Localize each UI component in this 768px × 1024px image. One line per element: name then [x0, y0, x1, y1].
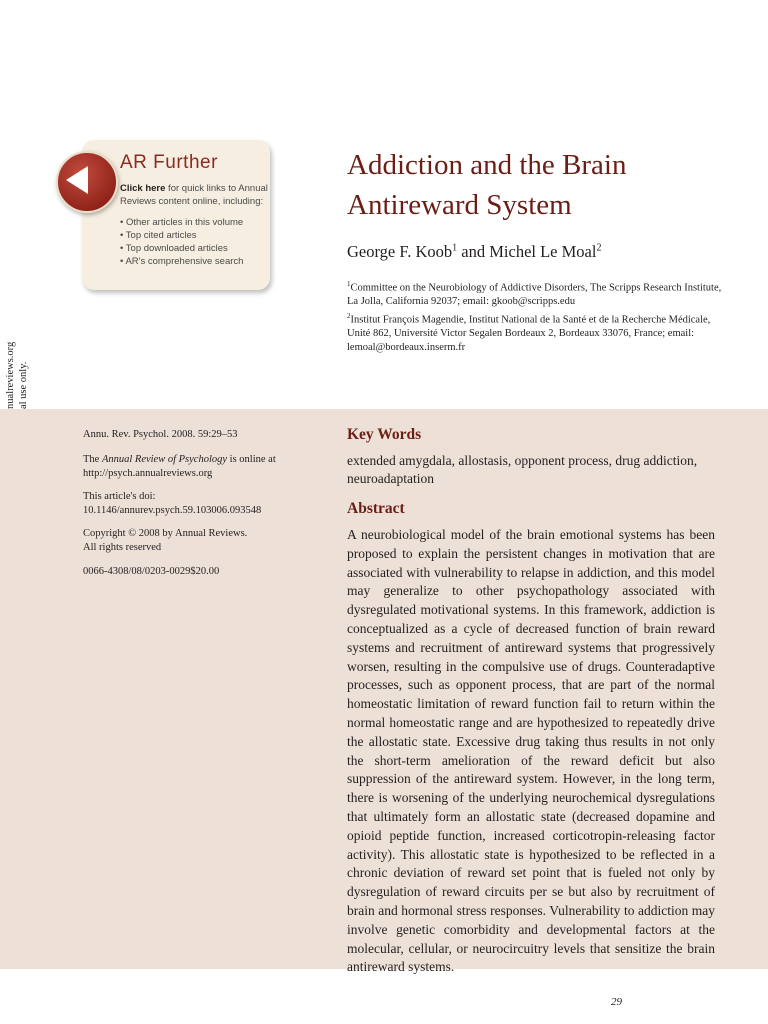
doi-label: This article's doi:	[83, 491, 156, 502]
ar-further-list	[120, 216, 270, 268]
author-koob-sup: 1	[452, 242, 458, 254]
ar-further-item-top-downloaded[interactable]: • Top downloaded articles	[120, 242, 270, 255]
author-koob: George F. Koob	[347, 242, 453, 261]
online-suffix: is online at http://psych.annualreviews.org	[83, 454, 276, 479]
affiliation-1-text: Committee on the Neurobiology of Addictive Disorders, The Scripps Research Institute, La Jolla, California 92037; email: gkoob@scripps.edu	[347, 282, 722, 307]
doi-value[interactable]: 10.1146/annurev.psych.59.103006.093548	[83, 505, 262, 516]
ar-further-item-other-articles[interactable]: • Other articles in this volume	[120, 216, 270, 229]
back-arrow-icon[interactable]	[66, 166, 88, 194]
ar-further-title: AR Further	[120, 152, 218, 173]
copyright: Copyright © 2008 by Annual Reviews.	[83, 528, 248, 539]
click-here-link[interactable]: Click here	[120, 183, 166, 194]
ar-further-item-top-cited[interactable]: • Top cited articles	[120, 229, 270, 242]
doi-block	[83, 490, 283, 518]
affiliation-1	[347, 278, 722, 309]
rights: All rights reserved	[83, 542, 162, 553]
affiliation-2-sup: 2	[347, 312, 351, 320]
keywords-heading: Key Words	[347, 426, 422, 443]
abstract-heading: Abstract	[347, 500, 405, 517]
page-number: 29	[611, 996, 622, 1008]
ar-further-description	[120, 182, 270, 208]
keywords-text: extended amygdala, allostasis, opponent process, drug addiction, neuroadaptation	[347, 453, 698, 486]
online-prefix: The	[83, 454, 102, 465]
ar-further-content	[120, 152, 270, 268]
citation: Annu. Rev. Psychol. 2008. 59:29–53	[83, 429, 238, 440]
author-separator: and	[457, 242, 490, 261]
ar-further-item-search[interactable]: • AR's comprehensive search	[120, 255, 270, 268]
ar-further-description-text: for quick links to Annual Reviews content online, including:	[120, 183, 268, 207]
copyright-block	[83, 527, 283, 555]
article-title: Addiction and the Brain Antireward System	[347, 149, 627, 221]
affiliation-2	[347, 310, 722, 354]
author-lemoal-sup: 2	[596, 242, 602, 254]
issn: 0066-4308/08/0203-0029$20.00	[83, 566, 220, 577]
affiliation-1-sup: 1	[347, 280, 351, 288]
journal-name: Annual Review of Psychology	[101, 454, 228, 465]
online-note	[83, 453, 283, 481]
author-lemoal: Michel Le Moal	[489, 242, 597, 261]
abstract-text: A neurobiological model of the brain emotional systems has been proposed to explain the persistent changes in motivation that are associated with vulnerability to relapse in addiction, and this model may generalize to other psychopathology associated with dysregulated motivational systems. In this framework, addiction is conceptualized as a cycle of decreased function of brain reward systems and recruitment of antireward systems that progressively worsen, resulting in the compulsive use of drugs. Counteradaptive processes, such as opponent process, that are part of the normal homeostatic limitation of reward function fail to return within the normal homeostatic range and are hypothesized to repeatedly drive the allostatic state. Excessive drug taking thus results in not only the short-term amelioration of the reward deficit but also suppression of the antireward system. However, in the long term, there is worsening of the underlying neurochemical dysregulations that ultimately form an allostatic state (decreased dopamine and opioid peptide function, increased corticotropin-releasing factor activity). This allostatic state is hypothesized to be reflected in a chronic deviation of reward set point that is fueled not only by dysregulation of reward circuits per se but also by recruitment of brain and hormonal stress responses. Vulnerability to addiction may involve genetic comorbidity and developmental factors at the molecular, cellular, or neurocircuitry levels that sensitize the brain antireward systems.	[347, 527, 715, 975]
affiliation-2-text: Institut François Magendie, Institut National de la Santé et de la Recherche Médicale, Unité 862, Université Victor Segalen Bordeaux 2, Bordeaux 33076, France; email: lemoal@bordeaux.inserm.fr	[347, 314, 711, 353]
authors	[347, 242, 601, 262]
